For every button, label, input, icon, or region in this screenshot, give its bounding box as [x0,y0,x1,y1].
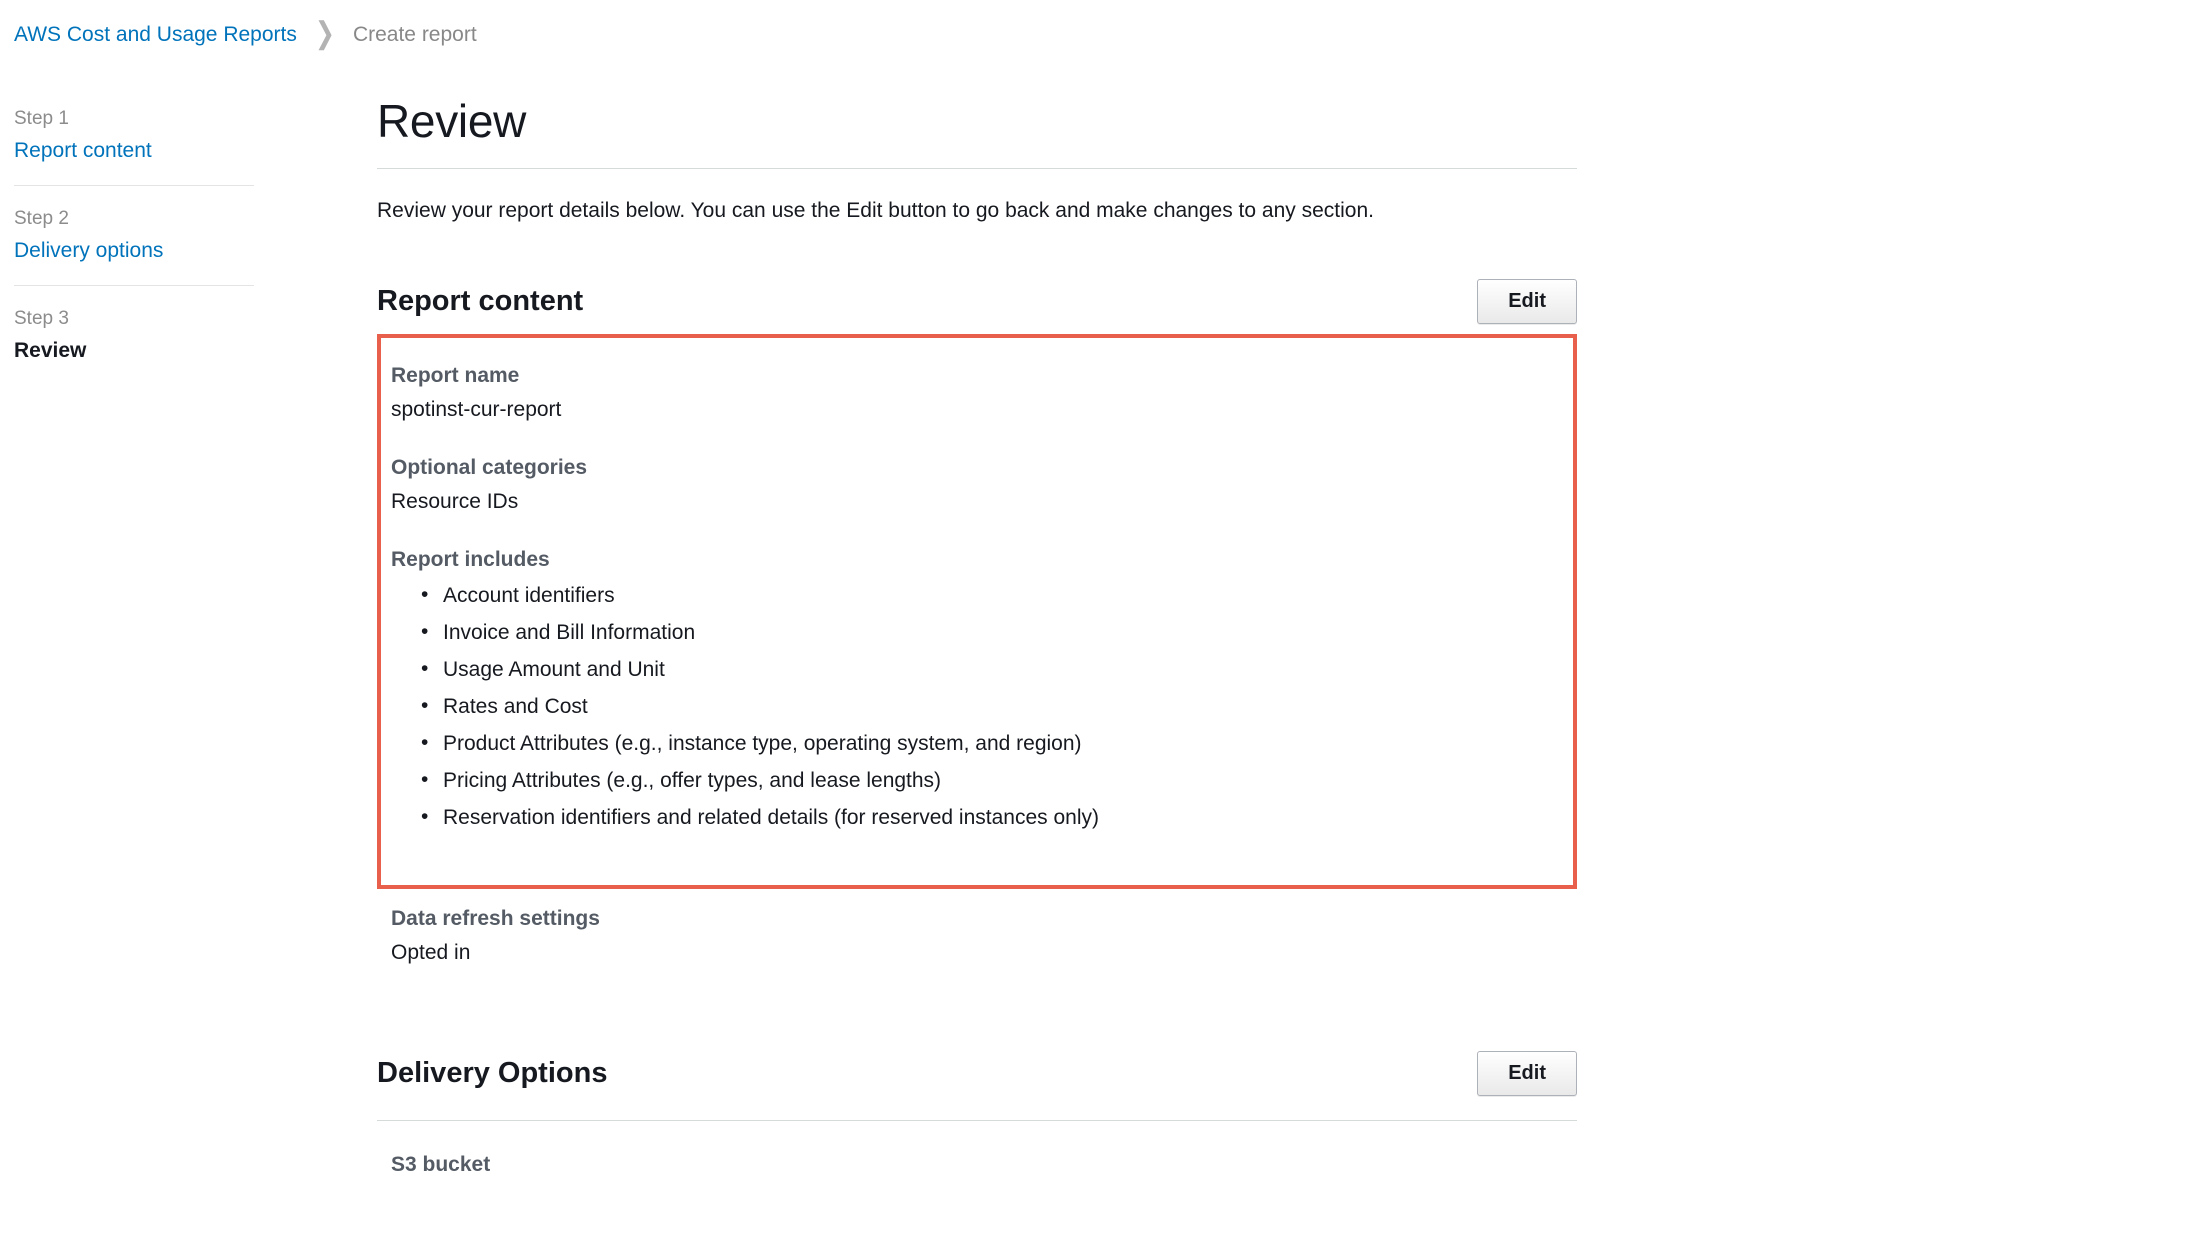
optional-categories-label: Optional categories [391,456,588,479]
edit-report-content-button[interactable]: Edit [1477,279,1577,324]
delivery-options-title: Delivery Options [377,1057,608,1089]
report-name-field [391,364,1573,422]
report-content-highlight-region [377,334,1577,889]
report-content-section-header [377,279,1577,324]
list-item: • Product Attributes (e.g., instance type, operating system, and region) [421,732,1573,756]
page-title: Review [377,94,1577,169]
list-item: • Account identifiers [421,584,1573,608]
page-intro-text: Review your report details below. You can use the Edit button to go back and make changes to any section. [377,199,1374,222]
data-refresh-label: Data refresh settings [391,907,600,930]
list-item: • Reservation identifiers and related details (for reserved instances only) [421,806,1573,830]
sidebar-item-report-content[interactable] [14,108,255,185]
edit-delivery-options-button[interactable]: Edit [1477,1051,1577,1096]
step-3-label: Step 3 [14,308,69,329]
delivery-options-divider [377,1120,1577,1121]
breadcrumb-link-aws-cost-and-usage-reports[interactable]: AWS Cost and Usage Reports [14,22,297,46]
list-item: • Rates and Cost [421,695,1573,719]
report-name-label: Report name [391,364,520,387]
sidebar-item-delivery-options[interactable] [14,208,255,285]
step-1-label: Step 1 [14,108,69,129]
report-name-value: spotinst-cur-report [391,398,562,421]
s3-bucket-label: S3 bucket [391,1153,491,1176]
optional-categories-field [391,456,1573,514]
chevron-right-icon: ❯ [314,16,335,51]
report-includes-field [391,548,1573,830]
step-1-name[interactable]: Report content [14,139,152,162]
wizard-steps-sidebar [0,46,255,385]
step-2-name[interactable]: Delivery options [14,239,164,262]
step-divider-2 [14,285,254,286]
data-refresh-value: Opted in [391,941,471,964]
delivery-options-section-header [377,1051,1577,1096]
step-3-name: Review [14,339,87,362]
list-item: • Invoice and Bill Information [421,621,1573,645]
report-includes-list [391,584,1573,830]
list-item: • Usage Amount and Unit [421,658,1573,682]
report-includes-label: Report includes [391,548,550,571]
data-refresh-field [377,907,1475,965]
breadcrumb [0,0,2190,51]
list-item: • Pricing Attributes (e.g., offer types, and lease lengths) [421,769,1573,793]
report-content-title: Report content [377,285,584,317]
step-2-label: Step 2 [14,208,69,229]
step-divider-1 [14,185,254,186]
main-content [255,46,1546,1177]
breadcrumb-current-create-report: Create report [352,22,477,46]
optional-categories-value: Resource IDs [391,490,519,513]
sidebar-item-review [14,308,255,385]
page-body [0,46,2190,1177]
